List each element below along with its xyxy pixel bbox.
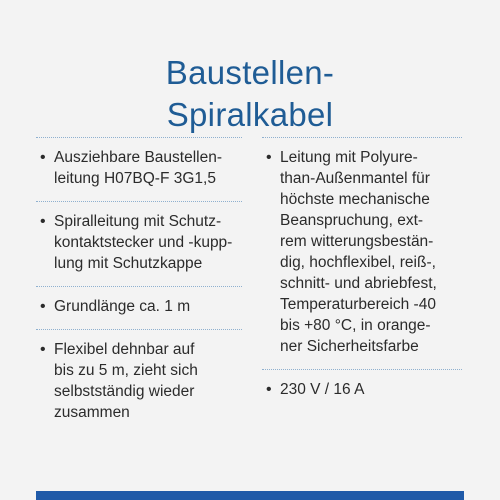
bullet-icon: • xyxy=(266,149,272,166)
bullet-icon: • xyxy=(266,381,272,398)
feature-text: Grundlänge ca. 1 m xyxy=(54,298,191,315)
left-feature-column xyxy=(36,137,242,435)
bullet-icon: • xyxy=(40,341,46,358)
feature-item xyxy=(36,201,242,286)
feature-item xyxy=(262,137,462,369)
feature-text: Ausziehbare Baustellen- leitung H07BQ-F 3G1,5 xyxy=(54,149,223,187)
feature-text: Spiralleitung mit Schutz- kontaktstecker und -kupp- lung mit Schutzkappe xyxy=(54,213,233,272)
bottom-accent-bar xyxy=(36,491,464,500)
feature-text: Leitung mit Polyure- than-Außenmantel für höchste mechanische Beanspruchung, ext- rem witterungsbestän- dig, hochflexibel, reiß-, schnitt- und abriebfest, Temperaturbereich -40 bis +80 °C, in orange- ner Sicherheitsfarbe xyxy=(280,149,437,355)
right-feature-column xyxy=(262,137,462,412)
feature-text: Flexibel dehnbar auf bis zu 5 m, zieht sich selbstständig wieder zusammen xyxy=(54,341,198,421)
bullet-icon: • xyxy=(40,298,46,315)
title-line-2: Spiralkabel xyxy=(166,96,334,134)
feature-item xyxy=(36,329,242,435)
page-title xyxy=(0,52,500,136)
bullet-icon: • xyxy=(40,213,46,230)
bullet-icon: • xyxy=(40,149,46,166)
title-line-1: Baustellen- xyxy=(165,54,335,92)
feature-item xyxy=(36,286,242,329)
feature-item xyxy=(36,137,242,201)
feature-text: 230 V / 16 A xyxy=(280,381,365,398)
feature-item xyxy=(262,369,462,412)
